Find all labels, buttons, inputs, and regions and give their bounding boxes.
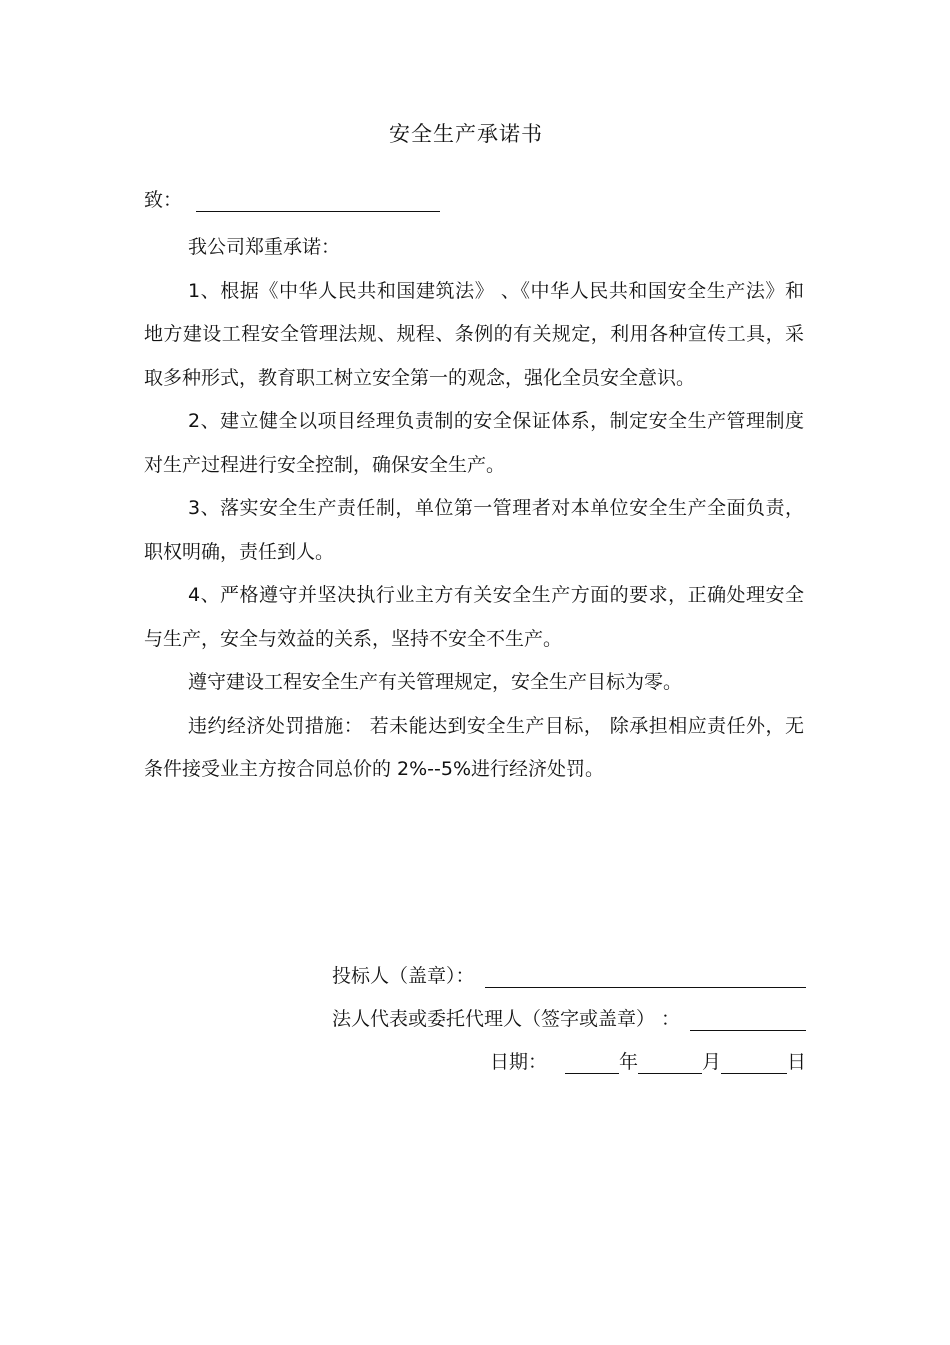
document-body bbox=[144, 226, 804, 792]
addressee-line bbox=[144, 185, 440, 212]
date-label: 日期： bbox=[489, 1051, 547, 1073]
commitment-item-4: 4、严格遵守并坚决执行业主方有关安全生产方面的要求，正确处理安全与生产，安全与效益的关系，坚持不安全不生产。 bbox=[144, 584, 804, 650]
commitment-item-1: 1、根据《中华人民共和国建筑法》 、《中华人民共和国安全生产法》和地方建设工程安全管理法规、规程、条例的有关规定，利用各种宣传工具，采取多种形式，教育职工树立安全第一的观念，强化全员安全意识。 bbox=[144, 279, 804, 389]
bidder-label: 投标人（盖章）： bbox=[332, 965, 475, 987]
intro-paragraph: 我公司郑重承诺： bbox=[188, 236, 341, 258]
month-label: 月 bbox=[701, 1051, 721, 1073]
legal-rep-blank bbox=[690, 1010, 806, 1031]
legal-rep-label: 法人代表或委托代理人（签字或盖章） ： bbox=[332, 1008, 681, 1030]
commitment-item-3: 3、落实安全生产责任制，单位第一管理者对本单位安全生产全面负责，职权明确，责任到人。 bbox=[144, 497, 804, 563]
bidder-row bbox=[332, 945, 806, 988]
penalty-paragraph: 违约经济处罚措施： 若未能达到安全生产目标， 除承担相应责任外，无条件接受业主方按合同总价的 2%--5%进行经济处罚。 bbox=[144, 714, 804, 780]
document-title: 安全生产承诺书 bbox=[389, 122, 543, 146]
safety-goal-paragraph: 遵守建设工程安全生产有关管理规定，安全生产目标为零。 bbox=[188, 671, 683, 693]
commitment-item-2: 2、建立健全以项目经理负责制的安全保证体系，制定安全生产管理制度对生产过程进行安全控制，确保安全生产。 bbox=[144, 410, 804, 476]
year-blank bbox=[565, 1053, 619, 1074]
year-label: 年 bbox=[618, 1051, 638, 1073]
addressee-label: 致： bbox=[144, 189, 183, 211]
day-blank bbox=[721, 1053, 787, 1074]
month-blank bbox=[638, 1053, 702, 1074]
day-label: 日 bbox=[786, 1051, 806, 1073]
addressee-blank bbox=[196, 189, 440, 212]
legal-rep-row bbox=[332, 988, 806, 1031]
bidder-blank bbox=[485, 967, 806, 988]
signature-block bbox=[332, 945, 806, 1074]
date-row bbox=[332, 1031, 806, 1074]
